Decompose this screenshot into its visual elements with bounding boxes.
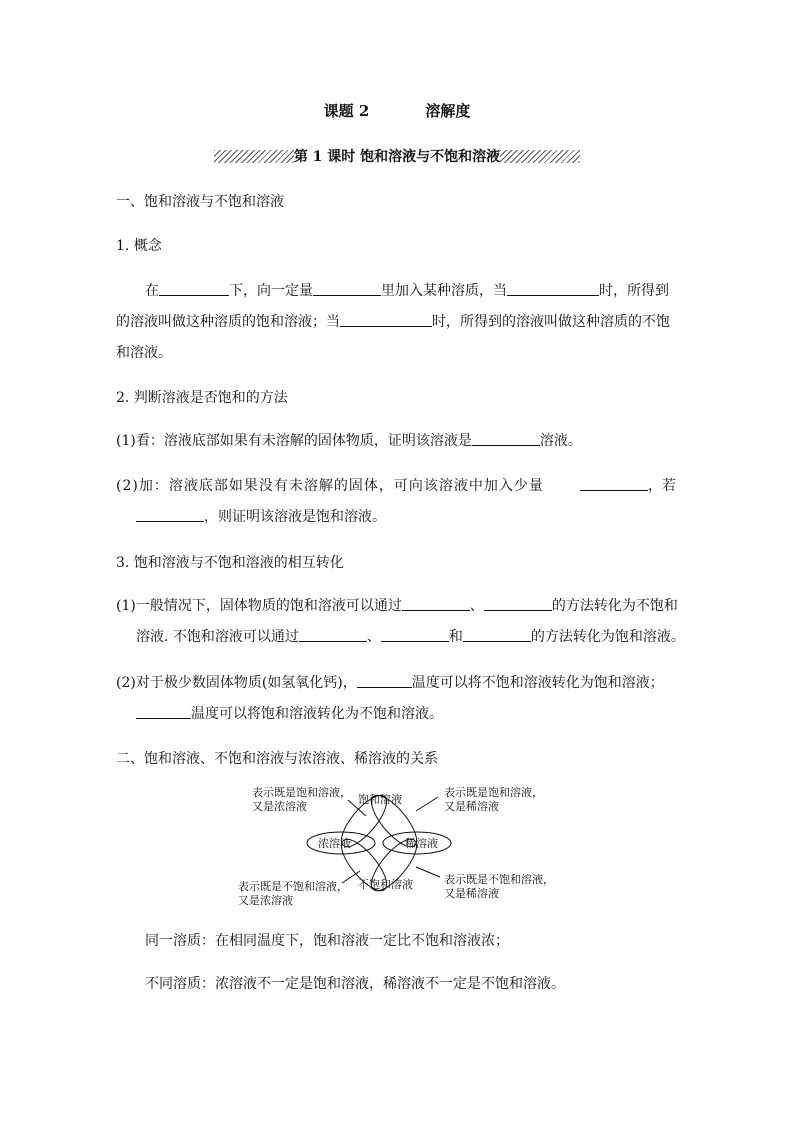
subtitle-text: 第 1 课时 饱和溶液与不饱和溶液	[293, 149, 501, 165]
blank-method-2[interactable]	[484, 596, 552, 611]
blank-add-substance[interactable]	[580, 476, 648, 491]
blank-temp-1[interactable]	[357, 673, 412, 688]
convert-2a: (2)对于极少数固体物质(如氢氧化钙)， 温度可以将不饱和溶液转化为饱和溶液；	[116, 675, 664, 691]
hatch-decoration-right	[500, 150, 580, 163]
blank-when-2[interactable]	[340, 312, 432, 327]
page-subtitle	[0, 146, 794, 166]
blank-method-3[interactable]	[299, 627, 367, 642]
lesson-topic: 溶解度	[425, 102, 471, 120]
blank-method-1[interactable]	[402, 596, 470, 611]
concept-line-1: 在 下，向一定量 里加入某种溶质，当 时，所得到	[145, 283, 669, 299]
lesson-number: 课题 2	[323, 102, 370, 120]
blank-add-result[interactable]	[136, 507, 204, 522]
different-solute-note: 不同溶质：浓溶液不一定是饱和溶液，稀溶液不一定是不饱和溶液。	[145, 976, 565, 992]
hatch-decoration-left	[214, 150, 294, 163]
pointer-br	[416, 867, 440, 877]
blank-when-1[interactable]	[507, 281, 599, 296]
label-unsaturated: 不饱和溶液	[358, 878, 413, 891]
judge-heading: 2. 判断溶液是否饱和的方法	[116, 390, 288, 406]
concept-line-3: 和溶液。	[116, 345, 172, 361]
blank-look[interactable]	[472, 431, 540, 446]
concept-heading: 1. 概念	[116, 238, 162, 254]
convert-1a: (1)一般情况下，固体物质的饱和溶液可以通过 、 的方法转化为不饱和	[116, 598, 678, 614]
blank-condition[interactable]	[159, 281, 229, 296]
blank-method-4[interactable]	[381, 627, 449, 642]
convert-1b: 溶液. 不饱和溶液可以通过 、 和 的方法转化为饱和溶液。	[136, 629, 685, 645]
note-tr-1: 表示既是饱和溶液，	[444, 786, 543, 799]
pointer-tr	[416, 797, 438, 811]
blank-solvent[interactable]	[313, 281, 381, 296]
note-bl-1: 表示既是不饱和溶液，	[238, 880, 348, 893]
blank-temp-2[interactable]	[136, 704, 191, 719]
label-saturated: 饱和溶液	[358, 793, 402, 806]
section1-heading: 一、饱和溶液与不饱和溶液	[116, 194, 284, 210]
judge-add-1: (2)加：溶液底部如果没有未溶解的固体，可向该溶液中加入少量 ，若	[116, 478, 676, 494]
note-br-2: 又是稀溶液	[444, 887, 499, 900]
blank-method-5[interactable]	[463, 627, 531, 642]
note-bl-2: 又是浓溶液	[238, 894, 293, 907]
convert-2b: 温度可以将饱和溶液转化为不饱和溶液。	[136, 704, 706, 724]
page-title	[0, 100, 794, 121]
label-dilute: 稀溶液	[405, 837, 438, 850]
concept-line-2: 的溶液叫做这种溶质的饱和溶液；当 时，所得到的溶液叫做这种溶质的不饱	[116, 314, 670, 330]
label-concentrated: 浓溶液	[318, 837, 351, 850]
judge-look: (1)看：溶液底部如果有未溶解的固体物质，证明该溶液是 溶液。	[116, 433, 582, 449]
section2-heading: 二、饱和溶液、不饱和溶液与浓溶液、稀溶液的关系	[116, 751, 438, 767]
judge-add-2: ，则证明该溶液是饱和溶液。	[136, 507, 706, 527]
note-tl-1: 表示既是饱和溶液，	[252, 786, 351, 799]
solution-relationship-diagram	[230, 783, 570, 915]
convert-heading: 3. 饱和溶液与不饱和溶液的相互转化	[116, 555, 344, 571]
note-tl-2: 又是浓溶液	[252, 800, 307, 813]
note-br-1: 表示既是不饱和溶液，	[444, 873, 554, 886]
note-tr-2: 又是稀溶液	[444, 800, 499, 813]
same-solute-note: 同一溶质：在相同温度下，饱和溶液一定比不饱和溶液浓；	[145, 933, 509, 949]
